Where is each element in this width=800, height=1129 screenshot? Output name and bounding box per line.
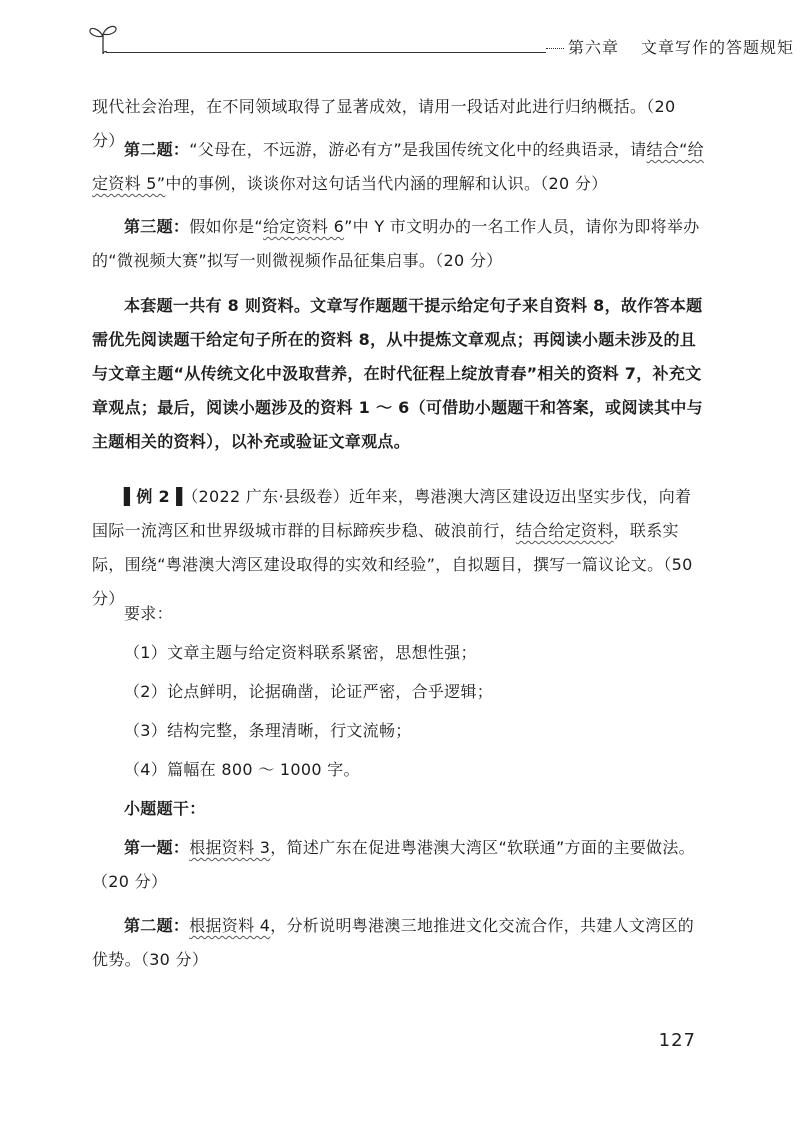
- example-bracket-close: ▐: [169, 487, 183, 506]
- requirement-item-4: （4）篇幅在 800 ～ 1000 字。: [124, 760, 360, 779]
- page-header: [88, 22, 795, 62]
- requirement-item: [124, 675, 704, 709]
- requirements-title-text: 要求：: [124, 604, 173, 623]
- question-2-text-a: “父母在，不远游，游必有方”是我国传统文化中的经典语录，请: [189, 140, 647, 159]
- question-3: [92, 210, 704, 278]
- example-ref: 结合给定资料: [515, 521, 614, 540]
- question-3-label: 第三题：: [124, 217, 190, 236]
- example-2: [92, 480, 704, 616]
- sprout-icon: [88, 22, 118, 56]
- header-dots: [546, 48, 564, 49]
- question-2-label: 第二题：: [124, 140, 190, 159]
- example-label: 例 2: [136, 487, 170, 506]
- chapter-title: 文章写作的答题规矩: [641, 38, 795, 57]
- example-text-b: ，联系实际，围绕“粤港澳大湾区建设取得的实效和经验”，自拟题目，撰写一篇议论文。（50 分）: [92, 521, 693, 608]
- analysis-paragraph: [92, 289, 704, 459]
- requirement-item: [124, 636, 704, 670]
- sub-question-2-text: ，分析说明粤港澳三地推进文化交流合作，共建人文湾区的优势。（30 分）: [92, 916, 695, 969]
- requirement-item: [124, 753, 704, 787]
- requirement-item-3: （3）结构完整，条理清晰，行文流畅；: [124, 721, 412, 740]
- requirement-item: [124, 714, 704, 748]
- chapter-number: 第六章: [568, 38, 620, 57]
- question-3-text-b: ”中 Y 市文明办的一名工作人员，请你为即将举办的“微视频大赛”拟写一则微视频作品征集启事。（20 分）: [92, 217, 700, 270]
- header-rule: [106, 52, 546, 53]
- example-bracket-open: ▌: [124, 487, 137, 506]
- question-3-text-a: 假如你是“: [189, 217, 263, 236]
- sub-question-1-label: 第一题：: [124, 838, 190, 857]
- question-2-text-b: 中的事例，谈谈你对这句话当代内涵的理解和认识。（20 分）: [165, 174, 608, 193]
- chapter-heading: [568, 35, 794, 58]
- requirement-item-2: （2）论点鲜明，论据确凿，论证严密，合乎逻辑；: [124, 682, 494, 701]
- sub-question-1: [92, 831, 704, 899]
- page-number: 127: [658, 1030, 696, 1051]
- sub-questions-title-text: 小题题干：: [124, 799, 206, 818]
- sub-question-2-ref: 根据资料 4: [189, 916, 271, 935]
- analysis-text: 本套题一共有 8 则资料。文章写作题题干提示给定句子来自资料 8，故作答本题需优先阅读题干给定句子所在的资料 8，从中提炼文章观点；再阅读小题未涉及的且与文章主题“从传统文化中汲取营养，在时代征程上绽放青春”相关的资料 7，补充文章观点；最后，阅读小题涉及的资料 1 ～ 6（可借助小题题干和答案，或阅读其中与主题相关的资料），以补充或验证文章观点。: [92, 296, 703, 451]
- sub-question-2: [92, 909, 704, 977]
- requirement-item-1: （1）文章主题与给定资料联系紧密，思想性强；: [124, 643, 477, 662]
- sub-question-1-ref: 根据资料 3: [189, 838, 271, 857]
- sub-question-1-text: ，简述广东在促进粤港澳大湾区“软联通”方面的主要做法。（20 分）: [92, 838, 695, 891]
- question-1-text: 现代社会治理，在不同领域取得了显著成效，请用一段话对此进行归纳概括。（20 分）: [92, 97, 676, 150]
- question-2: [92, 133, 704, 201]
- example-text-a: （2022 广东·县级卷）近年来，粤港澳大湾区建设迈出坚实步伐，向着国际一流湾区和世界级城市群的目标蹄疾步稳、破浪前行，: [92, 487, 692, 540]
- sub-questions-title: [124, 792, 704, 826]
- sub-question-2-label: 第二题：: [124, 916, 190, 935]
- requirements-title: [124, 597, 704, 631]
- question-2-ref: 结合“给定资料 5”: [92, 140, 704, 193]
- question-3-ref: 给定资料 6: [263, 217, 345, 236]
